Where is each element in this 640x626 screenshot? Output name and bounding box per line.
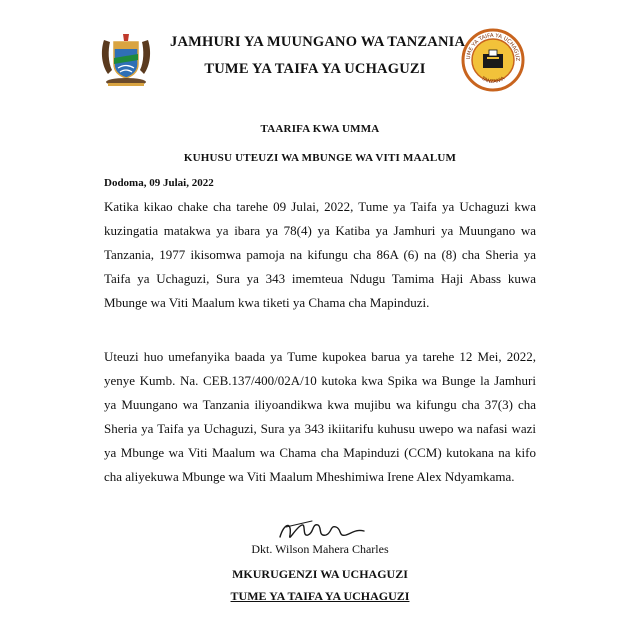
body-paragraph-1: Katika kikao chake cha tarehe 09 Julai, 2022, Tume ya Taifa ya Uchaguzi kwa kuzingatia matakwa ya ibara ya 78(4) ya Katiba ya Jamhuri ya Muungano wa Tanzania, 1977 ikisomwa pamoja na kifungu cha 86A (6) na (8) cha Sheria ya Taifa ya Uchaguzi, Sura ya 343 imemteua Ndugu Tamima Haji Abass kuwa Mbunge wa Viti Maalum kwa tiketi ya Chama cha Mapinduzi. — [104, 199, 536, 311]
coat-of-arms-icon — [98, 30, 154, 88]
body-paragraph-2: Uteuzi huo umefanyika baada ya Tume kupokea barua ya tarehe 12 Mei, 2022, yenye Kumb. Na. CEB.137/400/02A/10 kutoka kwa Spika wa Bunge la Jamhuri ya Muungano wa Tanzania iliyoandikwa kwa mujibu wa kifungu cha 37(3) cha Sheria ya Taifa ya Uchaguzi, Sura ya 343 ikiitarifu kuhusu uwepo wa nafasi wazi ya Mbunge wa Viti Maalum wa Chama cha Mapinduzi (CCM) kutokana na kifo cha aliyekuwa Mbunge wa Viti Maalum Mheshimiwa Irene Alex Ndyamkama. — [104, 349, 536, 485]
seal-motto: TANZANIA — [480, 75, 506, 86]
seal-text: UME YA TAIFA YA UCHAGUZ — [465, 32, 521, 62]
signer-title: MKURUGENZI WA UCHAGUZI — [232, 567, 408, 581]
election-commission-seal — [461, 28, 525, 92]
header-institution: TUME YA TAIFA YA UCHAGUZI — [204, 61, 426, 77]
signer-office: TUME YA TAIFA YA UCHAGUZI — [230, 589, 410, 603]
dateline: Dodoma, 09 Julai, 2022 — [104, 177, 214, 189]
signer-name: Dkt. Wilson Mahera Charles — [251, 542, 389, 556]
notice-title: TAARIFA KWA UMMA — [260, 123, 380, 135]
header-country: JAMHURI YA MUUNGANO WA TANZANIA — [170, 34, 466, 50]
notice-subject: KUHUSU UTEUZI WA MBUNGE WA VITI MAALUM — [183, 152, 457, 164]
